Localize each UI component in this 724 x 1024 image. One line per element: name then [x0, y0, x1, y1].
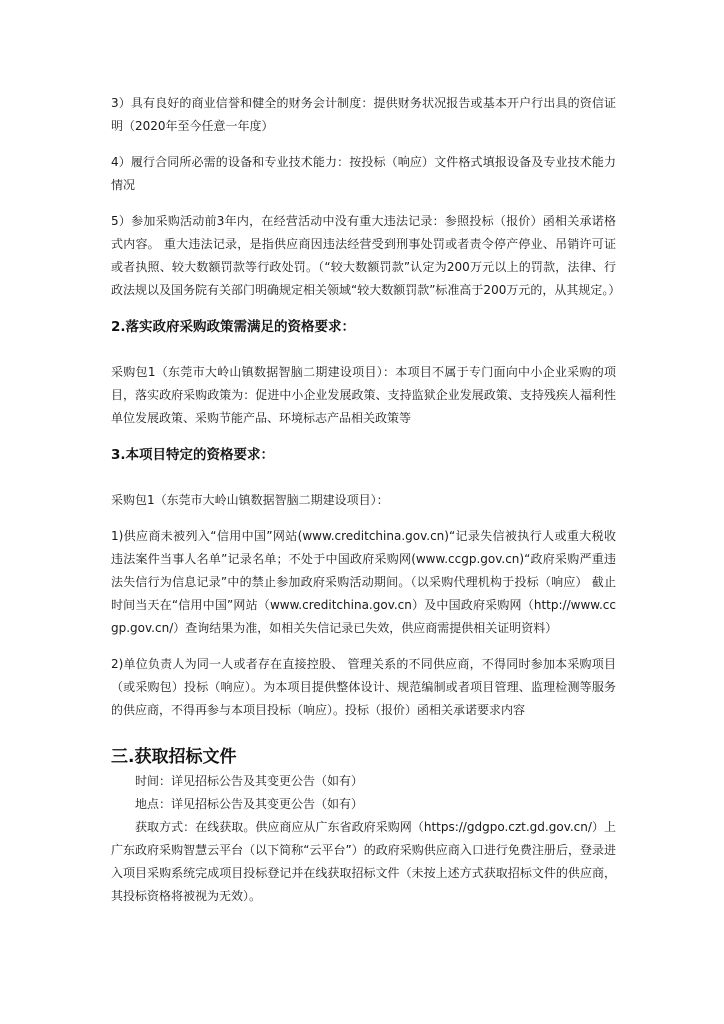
paragraph-obtain-method: 获取方式：在线获取。供应商应从广东省政府采购网（https://gdgpo.czt.gd.gov.cn/）上广东政府采购智慧云平台（以下简称“云平台”）的政府采购供应商入口进行免费注册后，登录进入项目采购系统完成项目投标登记并在线获取招标文件（未按上述方式获取招标文件的供应商，其投标资格将被视为无效）。 [111, 820, 616, 903]
spacer [111, 467, 616, 489]
spacer [111, 722, 616, 744]
spacer [111, 339, 616, 361]
paragraph-equipment-capability: 4）履行合同所必需的设备和专业技术能力：按投标（响应）文件格式填报设备及专业技术能力情况 [111, 155, 616, 192]
section-heading-policy-requirements: 2.落实政府采购政策需满足的资格要求： [111, 319, 356, 335]
paragraph-policy-text: 采购包1（东莞市大岭山镇数据智脑二期建设项目）：本项目不属于专门面向中小企业采购的项目，落实政府采购政策为：促进中小企业发展政策、支持监狱企业发展政策、支持残疾人福利性单位发展政策、采购节能产品、环境标志产品相关政策等 [111, 365, 616, 425]
spacer [111, 512, 616, 525]
paragraph-obtain-time: 时间：详见招标公告及其变更公告（如有） [135, 774, 364, 788]
paragraph-credit-proof: 3）具有良好的商业信誉和健全的财务会计制度：提供财务状况报告或基本开户行出具的资信证明（2020年至今任意一年度） [111, 96, 616, 133]
paragraph-obtain-place: 地点：详见招标公告及其变更公告（如有） [135, 797, 364, 811]
section-heading-obtain-documents: 三.获取招标文件 [111, 747, 237, 767]
section-heading-specific-requirements: 3.本项目特定的资格要求： [111, 447, 275, 463]
paragraph-no-violation-record: 5）参加采购活动前3年内，在经营活动中没有重大违法记录：参照投标（报价）函相关承诺格式内容。 重大违法记录，是指供应商因违法经营受到刑事处罚或者责令停产停业、吊销许可证或者执照、较大数额罚款等行政处罚。（“较大数额罚款”认定为200万元以上的罚款，法律、行政法规以及国务院有关部门明确规定相关领域“较大数额罚款”标准高于200万元的，从其规定。） [111, 214, 621, 297]
paragraph-package-intro: 采购包1（东莞市大岭山镇数据智脑二期建设项目）： [111, 493, 389, 507]
spacer [111, 138, 616, 151]
spacer [111, 640, 616, 653]
document-page [111, 92, 621, 908]
spacer [111, 430, 616, 443]
spacer [111, 197, 616, 210]
paragraph-related-suppliers: 2)单位负责人为同一人或者存在直接控股、 管理关系的不同供应商，不得同时参加本采购项目（或采购包）投标（响应）。为本项目提供整体设计、规范编制或者项目管理、监理检测等服务的供应商，不得再参与本项目投标（响应）。投标（报价）函相关承诺要求内容 [111, 657, 616, 717]
paragraph-credit-blacklist: 1)供应商未被列入“信用中国”网站(www.creditchina.gov.cn)“记录失信被执行人或重大税收违法案件当事人名单”记录名单；不处于中国政府采购网(www.ccgp.gov.cn)“政府采购严重违法失信行为信息记录”中的禁止参加政府采购活动期间。（以采购代理机构于投标（响应） 截止时间当天在“信用中国”网站（www.creditchina.gov.cn）及中国政府采购网（http://www.ccgp.gov.cn/）查询结果为准，如相关失信记录已失效，供应商需提供相关证明资料） [111, 529, 616, 635]
spacer [111, 302, 616, 315]
